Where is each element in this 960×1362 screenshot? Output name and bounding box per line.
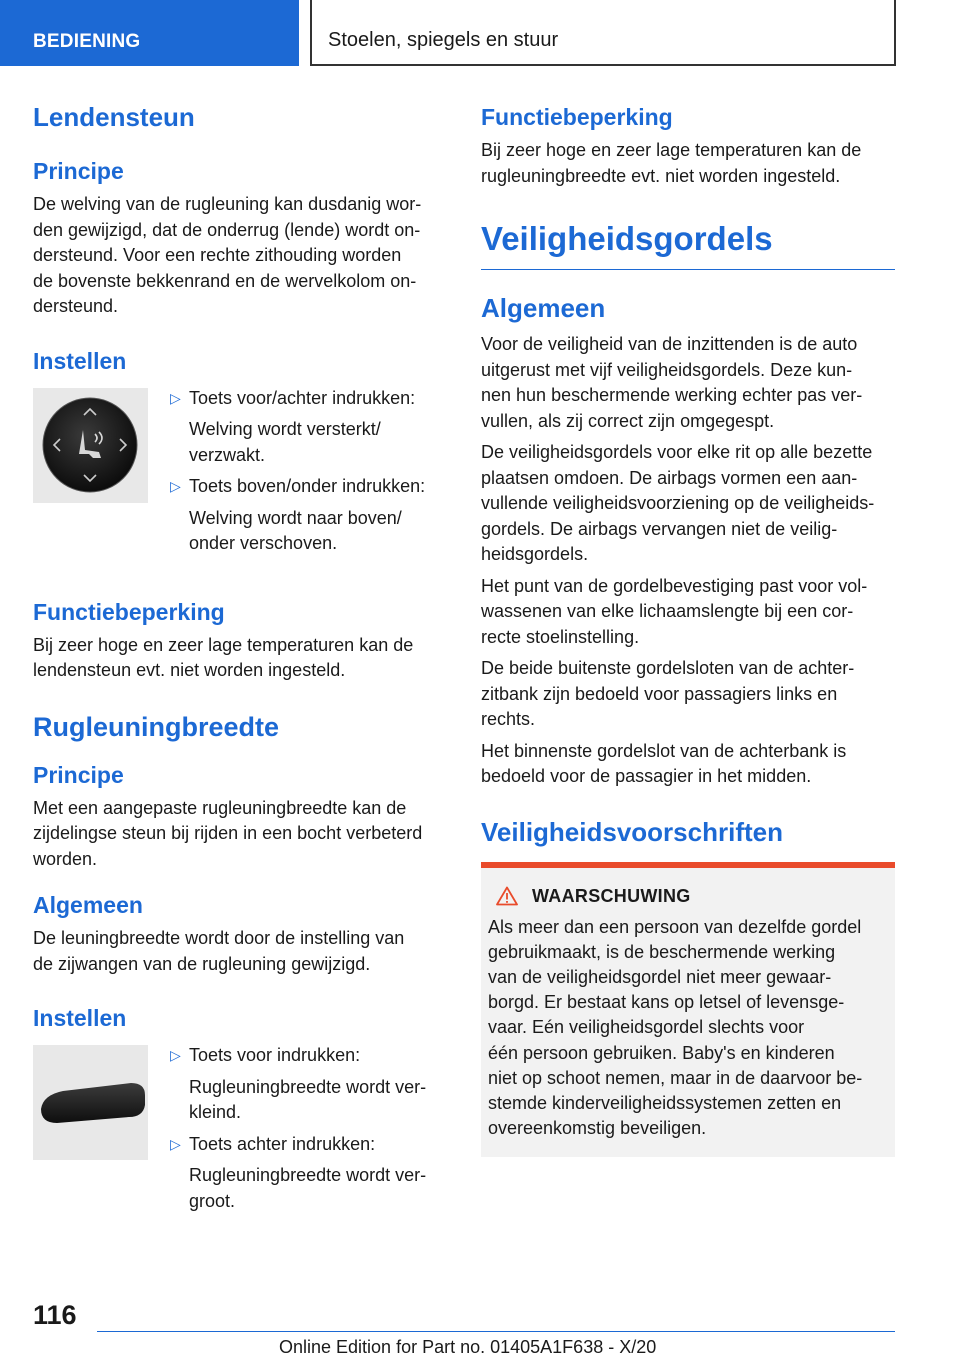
header-title: Stoelen, spiegels en stuur <box>328 29 559 51</box>
functie-text: Bij zeer hoge en zeer lage temperaturen kan de rugleuningbreedte evt. niet worden ingesteld. <box>481 140 862 186</box>
backrest-switch-icon <box>33 1045 148 1160</box>
lendensteun-functie-text: Bij zeer hoge en zeer lage temperaturen kan de lendensteun evt. niet worden ingesteld. <box>33 634 414 680</box>
rugleuning-algemeen-text: De leuningbreedte wordt door de instelling van de zijwangen van de rugleuning gewijzigd. <box>33 928 405 974</box>
gordels-paragraph-4: De beide buitenste gordelsloten van de achter- zitbank zijn bedoeld voor passagiers links en rechts. <box>481 658 855 729</box>
gordels-heading: Veiligheidsgordels <box>481 217 895 270</box>
voorschriften-heading: Veiligheidsvoorschriften <box>481 816 783 847</box>
footer-edition: Online Edition for Part no. 01405A1F638 - X/20 <box>279 1337 657 1357</box>
backrest-width-control-image <box>33 1045 148 1160</box>
lumbar-control-image <box>33 388 148 503</box>
lendensteun-functie-heading: Functiebeperking <box>33 598 225 625</box>
lumbar-switch-icon <box>33 388 148 503</box>
step-result: Rugleuningbreedte wordt ver- groot. <box>189 1165 427 1211</box>
lendensteun-steps <box>165 386 448 563</box>
footer-divider <box>97 1331 895 1332</box>
rugleuning-instellen-heading: Instellen <box>33 1005 127 1031</box>
rugleuning-steps <box>165 1043 448 1220</box>
gordels-paragraph-2: De veiligheidsgordels voor elke rit op alle bezette plaatsen omdoen. De airbags vormen een aan- vullende veiligheidsvoorziening op de veiligheids- gordels. De airbags vervangen niet de veilig- heidsgordels. <box>481 442 875 564</box>
lendensteun-principe-heading: Principe <box>33 158 124 184</box>
lendensteun-heading: Lendensteun <box>33 102 195 132</box>
gordels-paragraph-5: Het binnenste gordelslot van de achterbank is bedoeld voor de passagier in het midden. <box>481 740 847 786</box>
warning-text: Als meer dan een persoon van dezelfde gordel gebruikmaakt, is de beschermende werking van de veiligheidsgordel niet meer gewaar- borgd. Er bestaat kans op letsel of levensge- vaar. Eén veiligheidsgordel slechts voor één persoon gebruiken. Baby's en kinderen niet op schoot nemen, maar in de daarvoor be- stemde kinderveiligheidssystemen zetten en overeenkomstig beveiligen. <box>488 916 863 1139</box>
gordels-paragraph-3: Het punt van de gordelbevestiging past voor vol- wassenen van elke lichaamslengte bij een cor- recte stoelinstelling. <box>481 575 868 647</box>
warning-triangle-icon <box>496 886 518 906</box>
header-section-tab <box>0 0 299 66</box>
rugleuning-principe-text: Met een aangepaste rugleuningbreedte kan de zijdelingse steun bij rijden in een bocht verbeterd worden. <box>33 797 423 869</box>
list-item: ▷ Toets boven/onder indrukken: <box>165 474 448 500</box>
lendensteun-principe-text: De welving van de rugleuning kan dusdanig wor- den gewijzigd, dat de onderrug (lende) wordt on- dersteund. Voor een rechte zithouding worden de bovenste bekkenrand en de wervelkolom on- dersteund. <box>33 194 422 316</box>
warning-header <box>488 886 888 907</box>
list-item: ▷ Toets voor indrukken: <box>165 1043 448 1069</box>
lendensteun-instellen-heading: Instellen <box>33 347 127 374</box>
triangle-bullet-icon: ▷ <box>170 1047 181 1063</box>
warning-title: WAARSCHUWING <box>532 885 691 906</box>
rugleuning-principe-heading: Principe <box>33 761 124 788</box>
step-result: Welving wordt versterkt/ verzwakt. <box>189 419 381 465</box>
page-number: 116 <box>33 1300 77 1330</box>
triangle-bullet-icon: ▷ <box>170 1135 181 1152</box>
gordels-paragraph-1: Voor de veiligheid van de inzittenden is de auto uitgerust met vijf veiligheidsgordels. Deze kun- nen hun beschermende werking echter pas ver- vullen, als zij correct zijn omgegespt. <box>481 334 863 431</box>
left-column <box>33 100 448 1254</box>
triangle-bullet-icon: ▷ <box>170 478 181 494</box>
list-item: ▷ Toets achter indrukken: <box>165 1132 448 1158</box>
rugleuning-instellen <box>33 1043 448 1220</box>
triangle-bullet-icon: ▷ <box>170 389 181 406</box>
lendensteun-instellen <box>33 386 448 563</box>
step-result: Rugleuningbreedte wordt ver- kleind. <box>189 1076 427 1122</box>
rugleuning-heading: Rugleuningbreedte <box>33 711 280 742</box>
step-result: Welving wordt naar boven/ onder verschoven. <box>189 507 402 553</box>
functie-heading: Functiebeperking <box>481 104 673 130</box>
algemeen-heading: Algemeen <box>481 293 606 323</box>
header-title-box <box>310 0 896 66</box>
rugleuning-algemeen-heading: Algemeen <box>33 892 143 918</box>
header-section-label: BEDIENING <box>33 31 141 52</box>
right-column <box>481 102 895 1157</box>
list-item: ▷ Toets voor/achter indrukken: <box>165 386 448 412</box>
warning-box <box>481 862 895 1158</box>
